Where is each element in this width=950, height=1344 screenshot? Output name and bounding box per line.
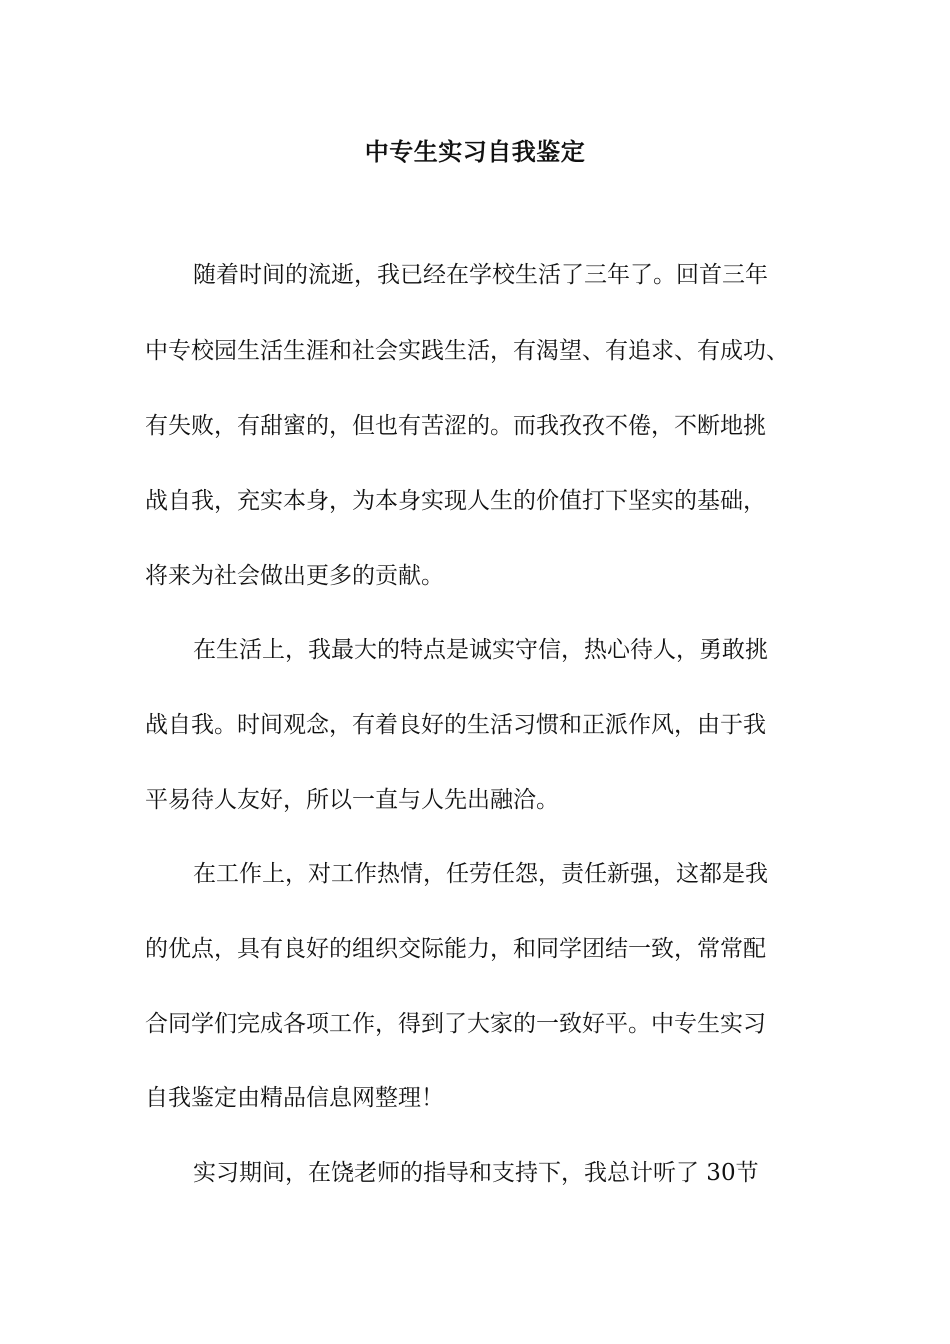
paragraph-4-line-1: 实习期间，在饶老师的指导和支持下，我总计听了 30节 <box>193 1160 759 1186</box>
paragraph-1-line-3: 有失败，有甜蜜的，但也有苦涩的。而我孜孜不倦，不断地挑 <box>145 413 766 439</box>
paragraph-1-line-4: 战自我，充实本身，为本身实现人生的价值打下坚实的基础， <box>145 488 766 514</box>
paragraph-1-line-5: 将来为社会做出更多的贡献。 <box>145 563 444 589</box>
paragraph-3-line-1: 在工作上，对工作热情，任劳任怨，责任新强，这都是我 <box>193 861 768 887</box>
paragraph-1-line-2: 中专校园生活生涯和社会实践生活，有渴望、有追求、有成功、 <box>145 338 789 364</box>
document-title: 中专生实习自我鉴定 <box>364 137 586 166</box>
paragraph-3-line-2: 的优点，具有良好的组织交际能力，和同学团结一致，常常配 <box>145 936 766 962</box>
paragraph-2-line-2: 战自我。时间观念，有着良好的生活习惯和正派作风，由于我 <box>145 712 766 738</box>
paragraph-3-line-3: 合同学们完成各项工作，得到了大家的一致好平。中专生实习 <box>145 1011 766 1037</box>
paragraph-1-line-1: 随着时间的流逝，我已经在学校生活了三年了。回首三年 <box>193 262 768 288</box>
paragraph-2-line-3: 平易待人友好，所以一直与人先出融洽。 <box>145 787 559 813</box>
paragraph-3-line-4: 自我鉴定由精品信息网整理！ <box>145 1085 444 1111</box>
paragraph-2-line-1: 在生活上，我最大的特点是诚实守信，热心待人，勇敢挑 <box>193 637 768 663</box>
